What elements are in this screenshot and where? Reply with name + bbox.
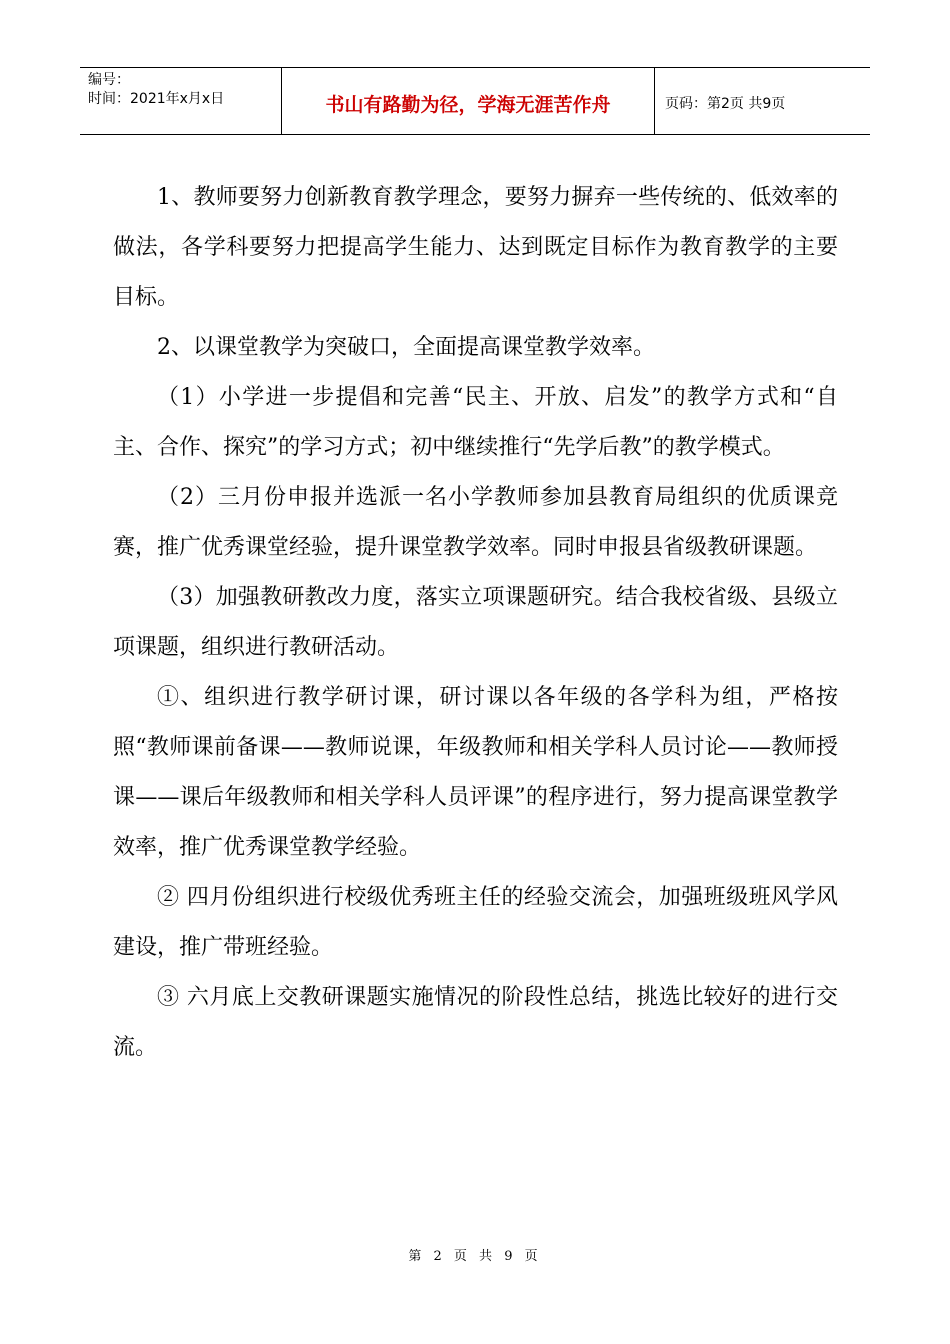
document-body <box>113 173 838 1073</box>
document-number-label: 编号： <box>88 72 130 88</box>
header-motto: 书山有路勤为径，学海无涯苦作舟 <box>282 68 655 134</box>
header-page-info: 页码：第2页 共9页 <box>665 96 786 112</box>
paragraph: ①、组织进行教学研讨课，研讨课以各年级的各学科为组，严格按照“教师课前备课——教师说课，年级教师和相关学科人员讨论——教师授课——课后年级教师和相关学科人员评课”的程序进行，努力提高课堂教学效率，推广优秀课堂教学经验。 <box>113 685 838 860</box>
paragraph: （2）三月份申报并选派一名小学教师参加县教育局组织的优质课竞赛，推广优秀课堂经验，提升课堂教学效率。同时申报县省级教研课题。 <box>113 485 838 560</box>
paragraph: ② 四月份组织进行校级优秀班主任的经验交流会，加强班级班风学风建设，推广带班经验。 <box>113 885 838 960</box>
paragraph: ③ 六月底上交教研课题实施情况的阶段性总结，挑选比较好的进行交流。 <box>113 985 838 1060</box>
page-header <box>80 67 870 135</box>
paragraph: （3）加强教研教改力度，落实立项课题研究。结合我校省级、县级立项课题，组织进行教研活动。 <box>113 585 838 660</box>
paragraph: 1、教师要努力创新教育教学理念，要努力摒弃一些传统的、低效率的做法，各学科要努力把提高学生能力、达到既定目标作为教育教学的主要目标。 <box>113 185 838 310</box>
paragraph: （1）小学进一步提倡和完善“民主、开放、启发”的教学方式和“自主、合作、探究”的学习方式；初中继续推行“先学后教”的教学模式。 <box>113 385 838 460</box>
document-time-label: 时间：2021年x月x日 <box>88 91 225 107</box>
page-footer: 第 2 页 共 9 页 <box>408 1249 542 1264</box>
header-meta <box>80 68 282 134</box>
paragraph: 2、以课堂教学为突破口，全面提高课堂教学效率。 <box>157 335 655 360</box>
